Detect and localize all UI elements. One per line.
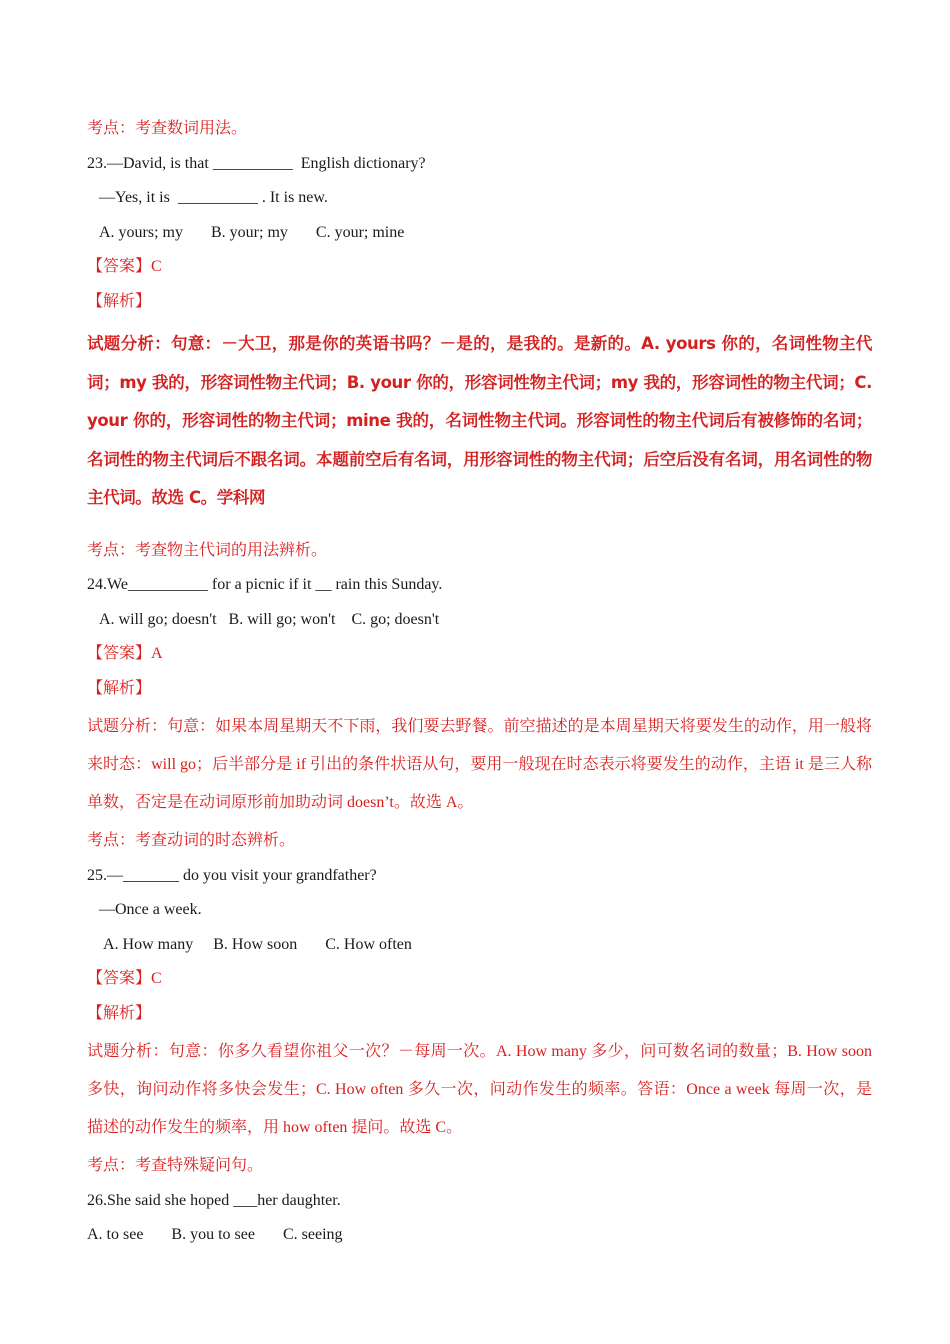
q24-analysis: 试题分析：句意：如果本周星期天不下雨，我们要去野餐。前空描述的是本周星期天将要发生的动作，用一般将来时态：will go；后半部分是 if 引出的条件状语从句，要用一般现在时态表示将要发生的动作，主语 it 是三人称单数，否定是在动词原形前加助动词 doesn’t。故选 A。	[87, 718, 872, 812]
q25-options: A. How many B. How soon C. How often	[103, 935, 412, 953]
q25-reply: —Once a week.	[99, 901, 202, 919]
q25-answer: 【答案】C	[87, 970, 162, 988]
q23-question: 23.—David, is that __________ English dictionary?	[87, 154, 426, 172]
q25-analysis-label: 【解析】	[87, 1004, 152, 1022]
q26-question: 26.She said she hoped ___her daughter.	[87, 1191, 341, 1209]
q25-question: 25.—_______ do you visit your grandfather?	[87, 866, 377, 884]
q24-analysis-label: 【解析】	[87, 679, 152, 697]
q24-options: A. will go; doesn't B. will go; won't C. go; doesn't	[99, 610, 440, 628]
q24-exam-point: 考点：考查动词的时态辨析。	[87, 832, 296, 850]
q23-answer: 【答案】C	[87, 258, 162, 275]
q24-question: 24.We__________ for a picnic if it __ rain this Sunday.	[87, 576, 443, 594]
q23-exam-point: 考点：考查物主代词的用法辨析。	[87, 541, 328, 559]
q25-exam-point: 考点：考查特殊疑问句。	[87, 1157, 264, 1175]
q23-options: A. yours; my B. your; my C. your; mine	[99, 223, 405, 241]
q23-analysis-label: 【解析】	[87, 292, 152, 310]
q23-analysis: 试题分析：句意：－大卫，那是你的英语书吗？－是的，是我的。是新的。A. yours 你的，名词性物主代词；my 我的，形容词性物主代词；B. your 你的，形容词性物主代词；my 我的，形容词性的物主代词；C. your 你的，形容词性的物主代词；mine 我的，名词性物主代词。形容词性的物主代词后有被修饰的名词；名词性的物主代词后不跟名词。本题前空后有名词，用形容词性的物主代词；后空后没有名词，用名词性的物主代词。故选 C。学科网	[87, 334, 872, 508]
q22-exam-point: 考点：考查数词用法。	[87, 120, 248, 137]
q26-options: A. to see B. you to see C. seeing	[87, 1226, 343, 1244]
document-page	[87, 112, 872, 1253]
q24-answer: 【答案】A	[87, 645, 163, 663]
q23-reply: —Yes, it is __________ . It is new.	[99, 189, 328, 206]
q25-analysis: 试题分析：句意：你多久看望你祖父一次？－每周一次。A. How many 多少，问可数名词的数量；B. How soon 多快，询问动作将多快会发生；C. How often 多久一次，问动作发生的频率。答语：Once a week 每周一次，是描述的动作发生的频率，用 how often 提问。故选 C。	[87, 1043, 872, 1137]
